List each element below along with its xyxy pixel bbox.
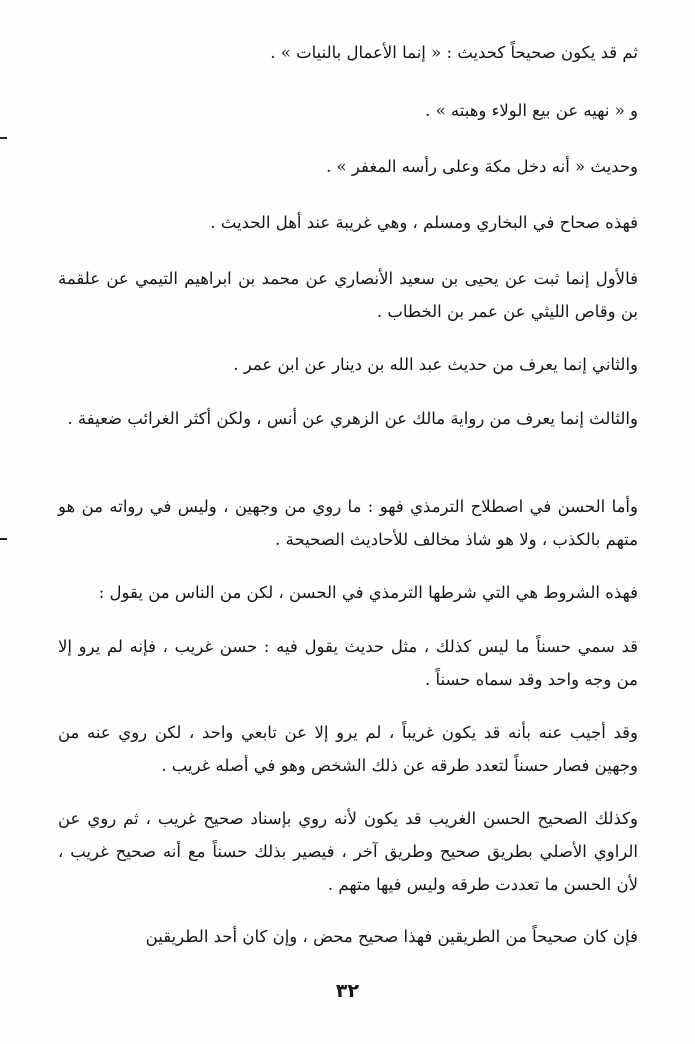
paragraph-12: وكذلك الصحيح الحسن الغريب قد يكون لأنه روي بإسناد صحيح غريب ، ثم روي عن الراوي الأصلي بطريق صحيح وطريق آخر ، فيصير بذلك حسناً مع أنه صحيح غريب ، لأن الحسن ما تعددت طرقه وليس فيها متهم . (58, 809, 638, 894)
paragraph-3: وحديث « أنه دخل مكة وعلى رأسه المغفر » . (326, 157, 638, 176)
paragraph-7: والثالث إنما يعرف من رواية مالك عن الزهري عن أنس ، ولكن أكثر الغرائب ضعيفة . (67, 409, 638, 428)
paragraph-9: فهذه الشروط هي التي شرطها الترمذي في الحسن ، لكن من الناس من يقول : (98, 583, 638, 602)
left-edge-mark (0, 538, 7, 540)
page-number: ٣٢ (335, 980, 360, 1002)
paragraph-2: و « نهيه عن بيع الولاء وهبته » . (425, 101, 638, 120)
paragraph-1: ثم قد يكون صحيحاً كحديث : « إنما الأعمال بالنيات » . (270, 43, 638, 62)
paragraph-6: والثاني إنما يعرف من حديث عبد الله بن دينار عن ابن عمر . (233, 355, 638, 374)
left-edge-mark (0, 137, 7, 139)
paragraph-8: وأما الحسن في اصطلاح الترمذي فهو : ما روي من وجهين ، وليس في رواته من هو متهم بالكذب ، ولا هو شاذ مخالف للأحاديث الصحيحة . (58, 497, 638, 549)
paragraph-13: فإن كان صحيحاً من الطريقين فهذا صحيح محض ، وإن كان أحد الطريقين (145, 927, 638, 946)
paragraph-4: فهذه صحاح في البخاري ومسلم ، وهي غريبة عند أهل الحديث . (210, 213, 638, 232)
paragraph-11: وقد أجيب عنه بأنه قد يكون غريباً ، لم يرو إلا عن تابعي واحد ، لكن روي عنه من وجهين فصار حسناً لتعدد طرقه عن ذلك الشخص وهو في أصله غريب . (58, 723, 638, 775)
paragraph-5: فالأول إنما ثبت عن يحيى بن سعيد الأنصاري عن محمد بن ابراهيم التيمي عن علقمة بن وقاص الليثي عن عمر بن الخطاب . (58, 269, 638, 321)
paragraph-10: قد سمي حسناً ما ليس كذلك ، مثل حديث يقول فيه : حسن غريب ، فإنه لم يرو إلا من وجه واحد وقد سماه حسناً . (58, 637, 638, 689)
